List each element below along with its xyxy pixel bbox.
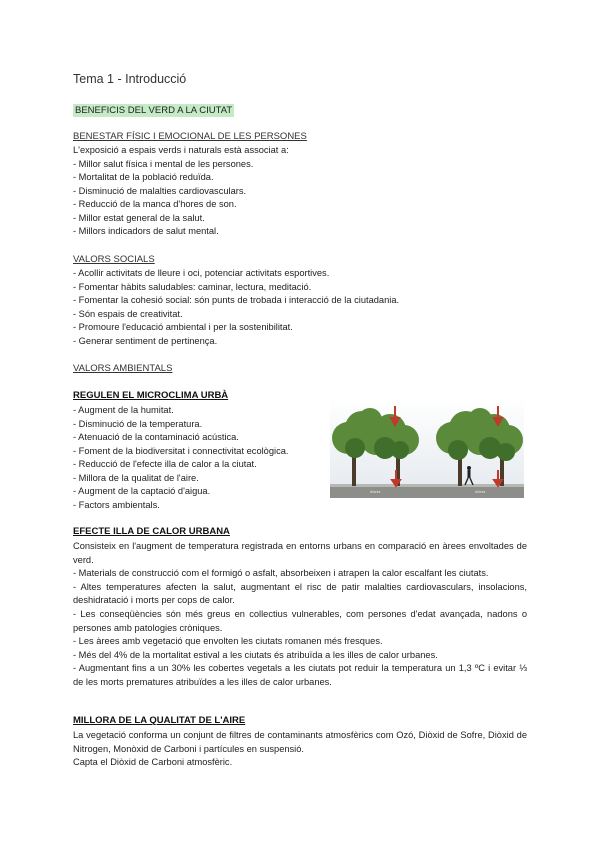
section-benestar-list (73, 144, 289, 239)
subheading-qualitat-aire: MILLORA DE LA QUALITAT DE L'AIRE (73, 715, 246, 726)
figure-label-right: Arbres (475, 490, 486, 494)
trees-microclimate-illustration (330, 398, 524, 498)
list-item: - Augment de la humitat. (73, 405, 174, 415)
section-socials-list (73, 267, 399, 348)
list-item: - Són espais de creativitat. (73, 308, 183, 319)
section-microclima-list (73, 404, 289, 512)
subheading-microclima: REGULEN EL MICROCLIMA URBÀ (73, 390, 229, 401)
paragraph: - Més del 4% de la mortalitat estival a les ciutats és atribuïda a les illes de calor urbanes. (73, 649, 438, 660)
list-item: - Millor estat general de la salut. (73, 212, 205, 223)
list-item: - Fomentar la cohesió social: són punts de trobada i interacció de la ciutadania. (73, 295, 400, 305)
document-title: Tema 1 - Introducció (73, 72, 187, 86)
list-item: - Millor salut física i mental de les persones. (73, 158, 254, 169)
paragraph: Consisteix en l'augment de temperatura registrada en entorns urbans en comparació en àrees envoltades de verd. (73, 541, 527, 565)
section-illa-calor-text (73, 540, 527, 690)
list-item: - Generar sentiment de pertinença. (73, 335, 218, 346)
list-item: - Augment de la captació d'aigua. (73, 486, 211, 496)
list-item: - Millors indicadors de salut mental. (73, 226, 219, 236)
highlighted-heading: BENEFICIS DEL VERD A LA CIUTAT (75, 105, 233, 116)
list-item: - Factors ambientals. (73, 499, 160, 510)
list-item: - Mortalitat de la població reduïda. (73, 172, 214, 182)
section-heading-benestar: BENESTAR FÍSIC I EMOCIONAL DE LES PERSONES (73, 131, 307, 142)
paragraph: La vegetació conforma un conjunt de filtres de contaminants atmosfèrics com Ozó, Diòxid de Sofre, Diòxid de Nitrogen, Monòxid de Carboni i partícules en suspensió. (73, 730, 527, 754)
list-item: - Disminució de la temperatura. (73, 418, 203, 429)
paragraph: - Les àrees amb vegetació que envolten les ciutats romanen més fresques. (73, 636, 383, 647)
list-item: - Millora de la qualitat de l'aire. (73, 472, 199, 483)
paragraph: - Augmentant fins a un 30% les cobertes vegetals a les ciutats pot reduir la temperatura un 1,3 ºC i evitar ⅓ de les morts prematures atribuïdes a les illes de calor urbanes. (73, 663, 527, 687)
section-qualitat-aire-text (73, 729, 527, 770)
paragraph: Capta el Diòxid de Carboni atmosfèric. (73, 757, 233, 768)
list-item: - Disminució de malalties cardiovasculars. (73, 185, 247, 196)
list-item: - Acollir activitats de lleure i oci, potenciar activitats esportives. (73, 268, 330, 278)
list-item: - Foment de la biodiversitat i connectivitat ecològica. (73, 445, 289, 456)
section-heading-valors-ambientals: VALORS AMBIENTALS (73, 363, 173, 374)
list-item: - Reducció de la manca d'hores de son. (73, 199, 237, 209)
paragraph: - Materials de construcció com el formigó o asfalt, absorbeixen i atrapen la calor escalfant les ciutats. (73, 568, 489, 579)
list-item: - Reducció de l'efecte illa de calor a la ciutat. (73, 459, 257, 469)
section-heading-valors-socials: VALORS SOCIALS (73, 254, 155, 265)
subheading-illa-calor: EFECTE ILLA DE CALOR URBANA (73, 526, 230, 537)
paragraph: - Altes temperatures afecten la salut, augmentant el risc de patir malalties cardiovasculars, insolacions, deshidratació i morts per cops de calor. (73, 581, 527, 606)
list-item: - Fomentar hàbits saludables: caminar, lectura, meditació. (73, 281, 312, 292)
figure-label-left: Arbres (370, 490, 381, 494)
list-item: - Atenuació de la contaminació acústica. (73, 432, 239, 442)
list-item: - Promoure l'educació ambiental i per la sostenibilitat. (73, 322, 293, 332)
list-item: L'exposició a espais verds i naturals està associat a: (73, 145, 289, 155)
paragraph: - Les conseqüències són més greus en collectius vulnerables, com persones d'edat avançada, nadons o persones amb patologies cròniques. (73, 608, 527, 633)
